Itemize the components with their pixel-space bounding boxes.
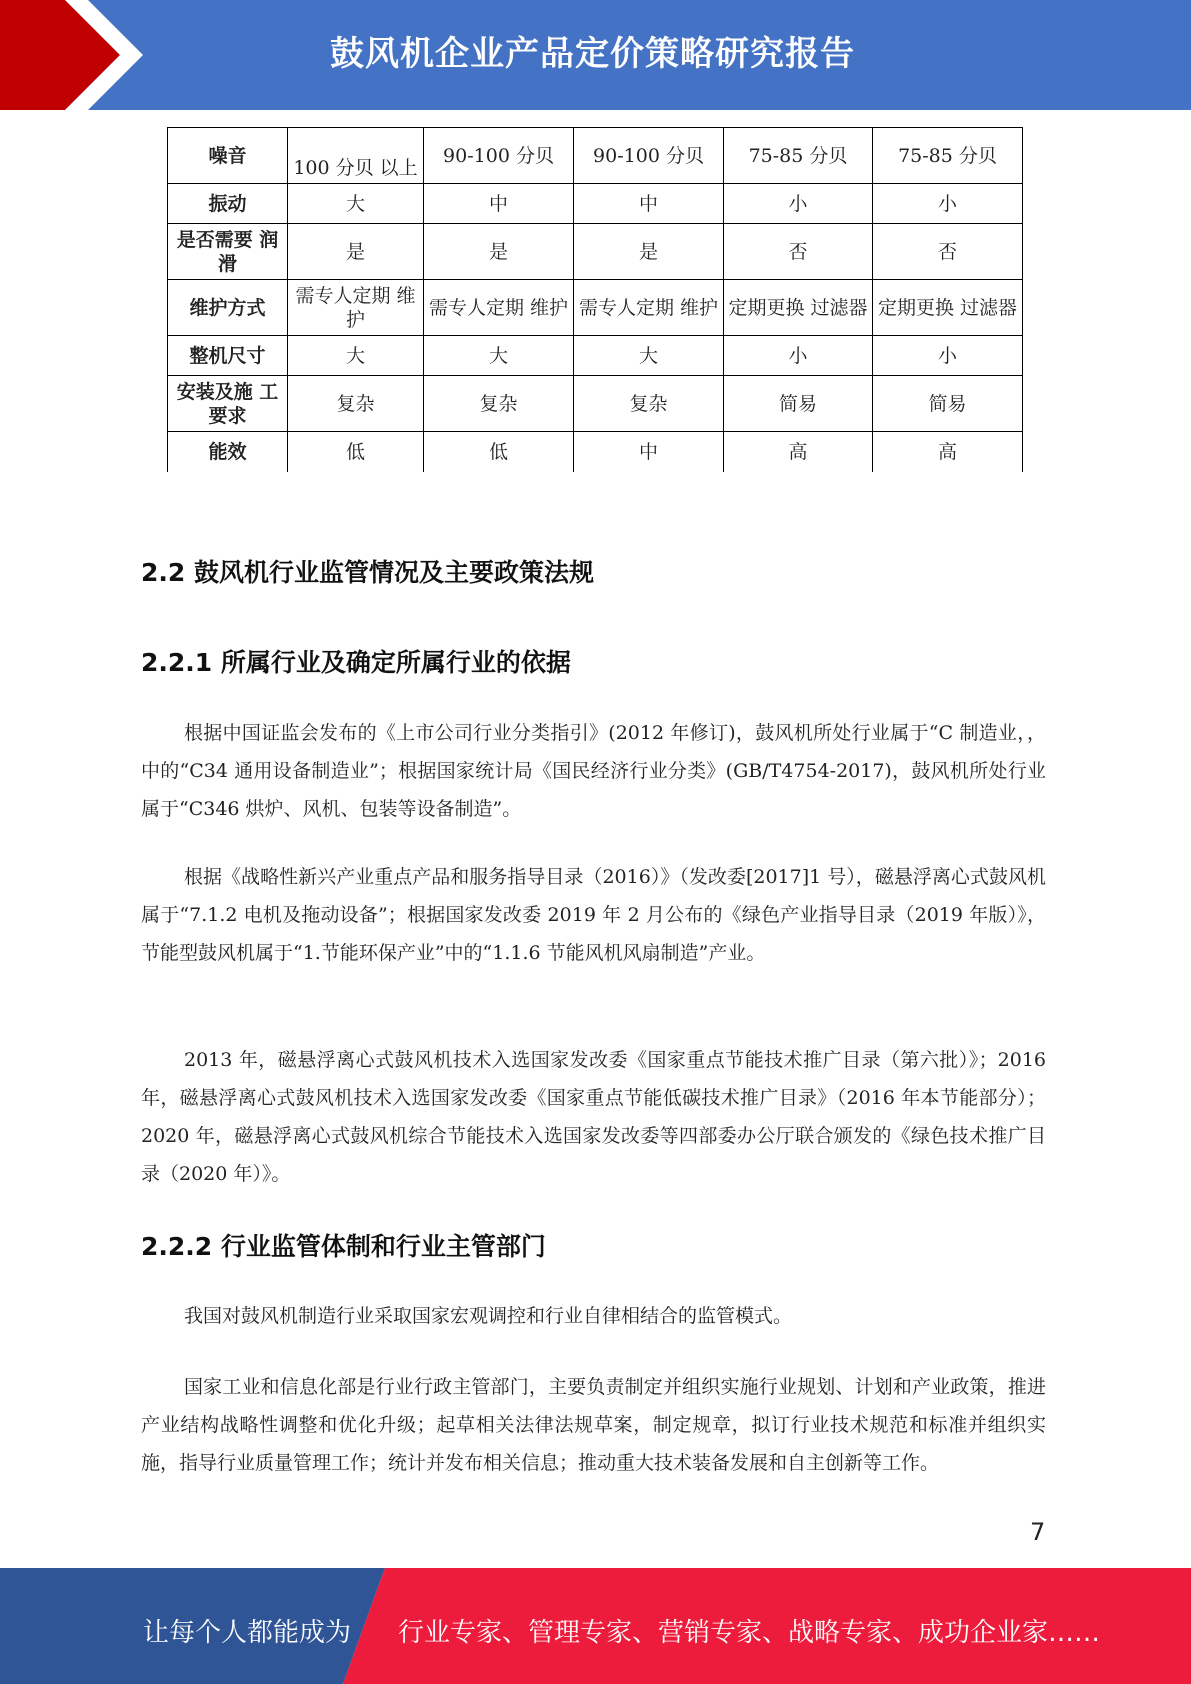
table-cell: 90-100 分贝 xyxy=(574,128,724,184)
table-cell: 复杂 xyxy=(424,376,574,432)
section-heading-2-2: 2.2 鼓风机行业监管情况及主要政策法规 xyxy=(141,558,594,587)
table-cell: 是 xyxy=(574,224,724,280)
table-cell: 大 xyxy=(288,184,424,224)
table-cell: 复杂 xyxy=(288,376,424,432)
table-cell: 中 xyxy=(574,432,724,472)
row-header: 振动 xyxy=(168,184,288,224)
table-cell: 复杂 xyxy=(574,376,724,432)
row-header: 维护方式 xyxy=(168,280,288,336)
section-heading-2-2-1: 2.2.1 所属行业及确定所属行业的依据 xyxy=(141,648,571,677)
table-cell: 100 分贝 以上 xyxy=(288,128,424,184)
table-row xyxy=(168,432,1023,472)
table-cell: 否 xyxy=(873,224,1023,280)
table-cell: 低 xyxy=(288,432,424,472)
table-cell: 需专人定期 维护 xyxy=(424,280,574,336)
page-footer xyxy=(0,1568,1191,1684)
table-cell: 大 xyxy=(424,336,574,376)
row-header: 噪音 xyxy=(168,128,288,184)
header-chevron-decoration xyxy=(0,0,150,110)
footer-slogan-right: 行业专家、管理专家、营销专家、战略专家、成功企业家…… xyxy=(398,1618,1101,1648)
table-row xyxy=(168,280,1023,336)
section-heading-2-2-2: 2.2.2 行业监管体制和行业主管部门 xyxy=(141,1232,546,1261)
table-cell: 需专人定期 维护 xyxy=(574,280,724,336)
table-cell: 小 xyxy=(873,184,1023,224)
page-number: 7 xyxy=(1030,1518,1046,1546)
table-cell: 是 xyxy=(288,224,424,280)
table-cell: 中 xyxy=(574,184,724,224)
table-row xyxy=(168,376,1023,432)
footer-slogan-left: 让每个人都能成为 xyxy=(143,1618,352,1648)
table-cell: 定期更换 过滤器 xyxy=(724,280,873,336)
table-cell: 90-100 分贝 xyxy=(424,128,574,184)
row-header: 是否需要 润滑 xyxy=(168,224,288,280)
table-row xyxy=(168,184,1023,224)
table-cell: 高 xyxy=(724,432,873,472)
table-cell: 否 xyxy=(724,224,873,280)
table-cell: 大 xyxy=(288,336,424,376)
page-header xyxy=(0,0,1191,110)
comparison-table xyxy=(167,127,1023,472)
row-header: 安装及施 工要求 xyxy=(168,376,288,432)
paragraph-ministry-duties: 国家工业和信息化部是行业行政主管部门，主要负责制定并组织实施行业规划、计划和产业政策，推进产业结构战略性调整和优化升级；起草相关法律法规草案，制定规章，拟订行业技术规范和标准并组织实施，指导行业质量管理工作；统计并发布相关信息；推动重大技术装备发展和自主创新等工作。 xyxy=(141,1376,1046,1474)
table-row xyxy=(168,128,1023,184)
table-cell: 简易 xyxy=(724,376,873,432)
table-row xyxy=(168,224,1023,280)
paragraph-technology-catalogs: 2013 年，磁悬浮离心式鼓风机技术入选国家发改委《国家重点节能技术推广目录（第六批）》；2016 年，磁悬浮离心式鼓风机技术入选国家发改委《国家重点节能低碳技术推广目录》（2016 年本节能部分）；2020 年，磁悬浮离心式鼓风机综合节能技术入选国家发改委等四部委办公厅联合颁发的《绿色技术推广目录（2020 年）》。 xyxy=(141,1049,1046,1185)
table-cell: 小 xyxy=(873,336,1023,376)
paragraph-industry-classification: 根据中国证监会发布的《上市公司行业分类指引》(2012 年修订)，鼓风机所处行业属于“C 制造业，，中的“C34 通用设备制造业”；根据国家统计局《国民经济行业分类》(GB/T4754-2017)，鼓风机所处行业属于“C346 烘炉、风机、包装等设备制造”。 xyxy=(141,722,1046,820)
report-title: 鼓风机企业产品定价策略研究报告 xyxy=(330,34,855,74)
table-cell: 简易 xyxy=(873,376,1023,432)
paragraph-strategic-catalog: 根据《战略性新兴产业重点产品和服务指导目录（2016）》（发改委[2017]1 号），磁悬浮离心式鼓风机属于“7.1.2 电机及拖动设备”；根据国家发改委 2019 年 2 月公布的《绿色产业指导目录（2019 年版）》，节能型鼓风机属于“1.节能环保产业”中的“1.1.6 节能风机风扇制造”产业。 xyxy=(141,866,1046,964)
table-cell: 小 xyxy=(724,184,873,224)
table-cell: 中 xyxy=(424,184,574,224)
table-row xyxy=(168,336,1023,376)
table-cell: 75-85 分贝 xyxy=(724,128,873,184)
row-header: 整机尺寸 xyxy=(168,336,288,376)
table-cell: 低 xyxy=(424,432,574,472)
table-cell: 定期更换 过滤器 xyxy=(873,280,1023,336)
table-cell: 需专人定期 维护 xyxy=(288,280,424,336)
table-cell: 是 xyxy=(424,224,574,280)
paragraph-supervision-mode: 我国对鼓风机制造行业采取国家宏观调控和行业自律相结合的监管模式。 xyxy=(184,1305,793,1327)
table-cell: 小 xyxy=(724,336,873,376)
table-cell: 大 xyxy=(574,336,724,376)
row-header: 能效 xyxy=(168,432,288,472)
table-cell: 75-85 分贝 xyxy=(873,128,1023,184)
table-cell: 高 xyxy=(873,432,1023,472)
